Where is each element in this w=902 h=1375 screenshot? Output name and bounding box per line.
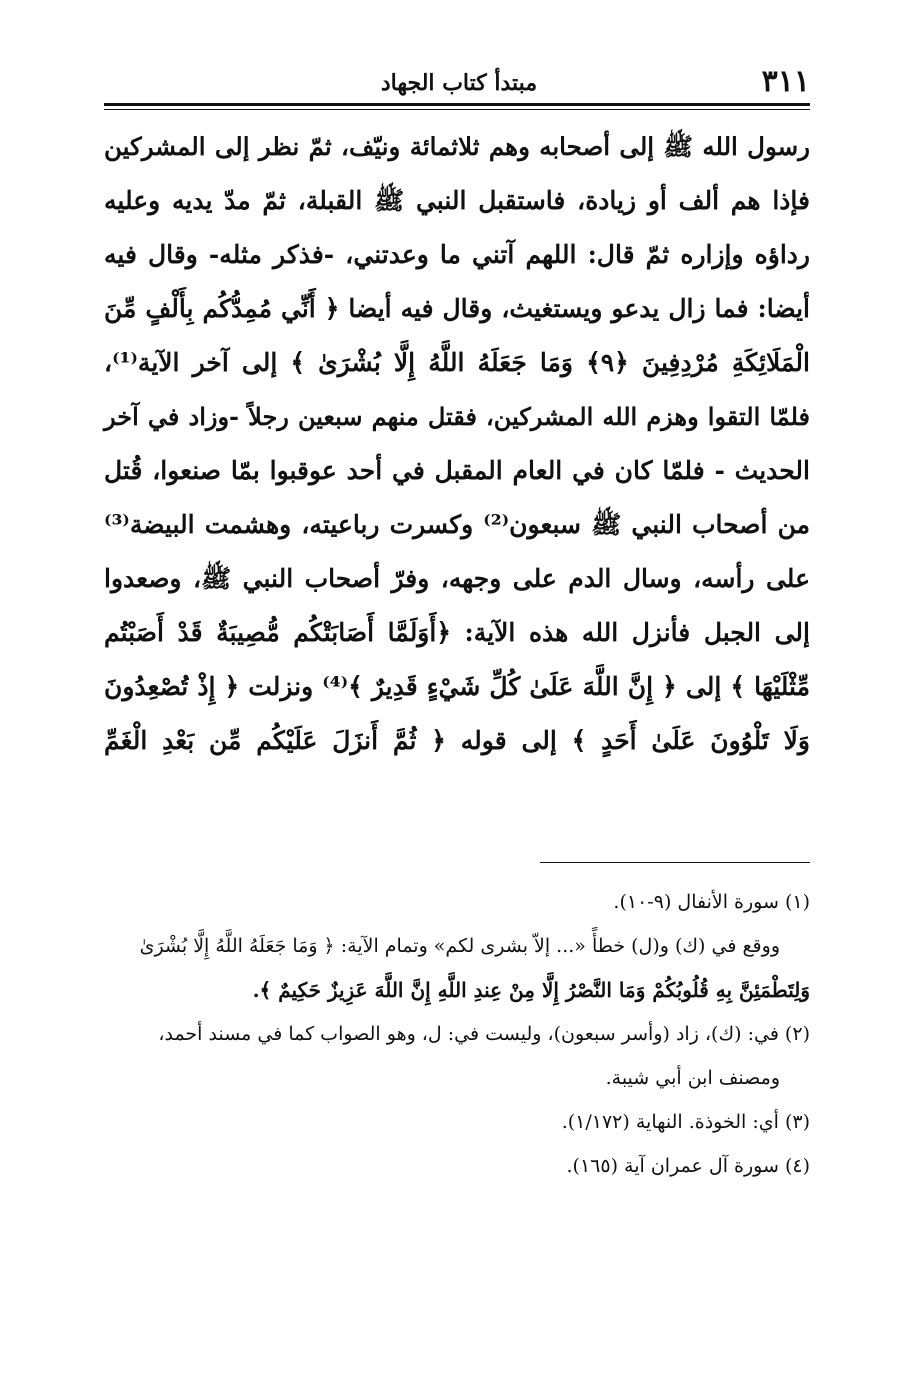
header-rule-thick <box>104 103 810 106</box>
text-line: رداؤه وإزاره ثمّ قال: اللهم آتني ما وعدتني، -فذكر مثله- وقال فيه <box>104 240 810 269</box>
header-rule-thin <box>104 109 810 110</box>
footnote: (٤) سورة آل عمران آية (١٦٥). <box>566 1155 810 1177</box>
main-text <box>104 120 810 768</box>
text-line: فلمّا التقوا وهزم الله المشركين، فقتل منهم سبعين رجلاً -وزاد في آخر <box>104 402 810 431</box>
footnote: (٢) في: (ك)، زاد (وأسر سبعون)، وليست في: ل، وهو الصواب كما في مسند أحمد، <box>158 1023 810 1045</box>
footnote-separator <box>540 862 810 863</box>
text-line: وَلَا تَلْوُونَ عَلَىٰ أَحَدٍ ﴾ إلى قوله ﴿ ثُمَّ أَنزَلَ عَلَيْكُم مِّن بَعْدِ الْغَمِّ <box>104 726 810 755</box>
footnote-continuation: ووقع في (ك) و(ل) خطأً «... إلاّ بشرى لكم» وتمام الآية: ﴿ وَمَا جَعَلَهُ اللَّهُ إِلَّا بُشْرَىٰ <box>139 935 780 957</box>
text-line: فإذا هم ألف أو زيادة، فاستقبل النبي ﷺ القبلة، ثمّ مدّ يديه وعليه <box>104 186 810 215</box>
footnotes <box>104 880 810 1188</box>
footnote-continuation: ومصنف ابن أبي شيبة. <box>605 1067 780 1089</box>
text-line: رسول الله ﷺ إلى أصحابه وهم ثلاثمائة ونيّف، ثمّ نظر إلى المشركين <box>104 132 810 161</box>
running-title: مبتدأ كتاب الجهاد <box>380 70 538 96</box>
page-header <box>108 62 810 102</box>
text-line: أيضا: فما زال يدعو ويستغيث، وقال فيه أيضا ﴿ أَنِّي مُمِدُّكُم بِأَلْفٍ مِّنَ <box>104 294 810 323</box>
text-line: على رأسه، وسال الدم على وجهه، وفرّ أصحاب النبي ﷺ، وصعدوا <box>104 564 810 593</box>
text-line: من أصحاب النبي ﷺ سبعون⁽²⁾ وكسرت رباعيته، وهشمت البيضة⁽³⁾ <box>104 510 810 539</box>
text-line: الحديث - فلمّا كان في العام المقبل في أحد عوقبوا بمّا صنعوا، قُتل <box>104 456 810 485</box>
footnote: (٣) أي: الخوذة. النهاية (١/١٧٢). <box>561 1111 810 1133</box>
footnote-continuation: وَلِتَطْمَئِنَّ بِهِ قُلُوبُكُمْ وَمَا النَّصْرُ إِلَّا مِنْ عِندِ اللَّهِ إِنَّ اللَّهَ عَزِيزٌ حَكِيمٌ ﴾. <box>252 978 810 1002</box>
text-line: مِّثْلَيْهَا ﴾ إلى ﴿ إِنَّ اللَّهَ عَلَىٰ كُلِّ شَيْءٍ قَدِيرٌ ﴾⁽⁴⁾ ونزلت ﴿ إِذْ تُصْعِدُونَ <box>104 672 810 701</box>
footnote: (١) سورة الأنفال (٩-١٠). <box>613 891 810 913</box>
page-number: ٣١١ <box>761 64 810 99</box>
text-line: الْمَلَائِكَةِ مُرْدِفِينَ ﴿٩﴾ وَمَا جَعَلَهُ اللَّهُ إِلَّا بُشْرَىٰ ﴾ إلى آخر الآية⁽¹⁾، <box>104 348 810 377</box>
text-line: إلى الجبل فأنزل الله هذه الآية: ﴿أَوَلَمَّا أَصَابَتْكُم مُّصِيبَةٌ قَدْ أَصَبْتُم <box>104 618 810 647</box>
